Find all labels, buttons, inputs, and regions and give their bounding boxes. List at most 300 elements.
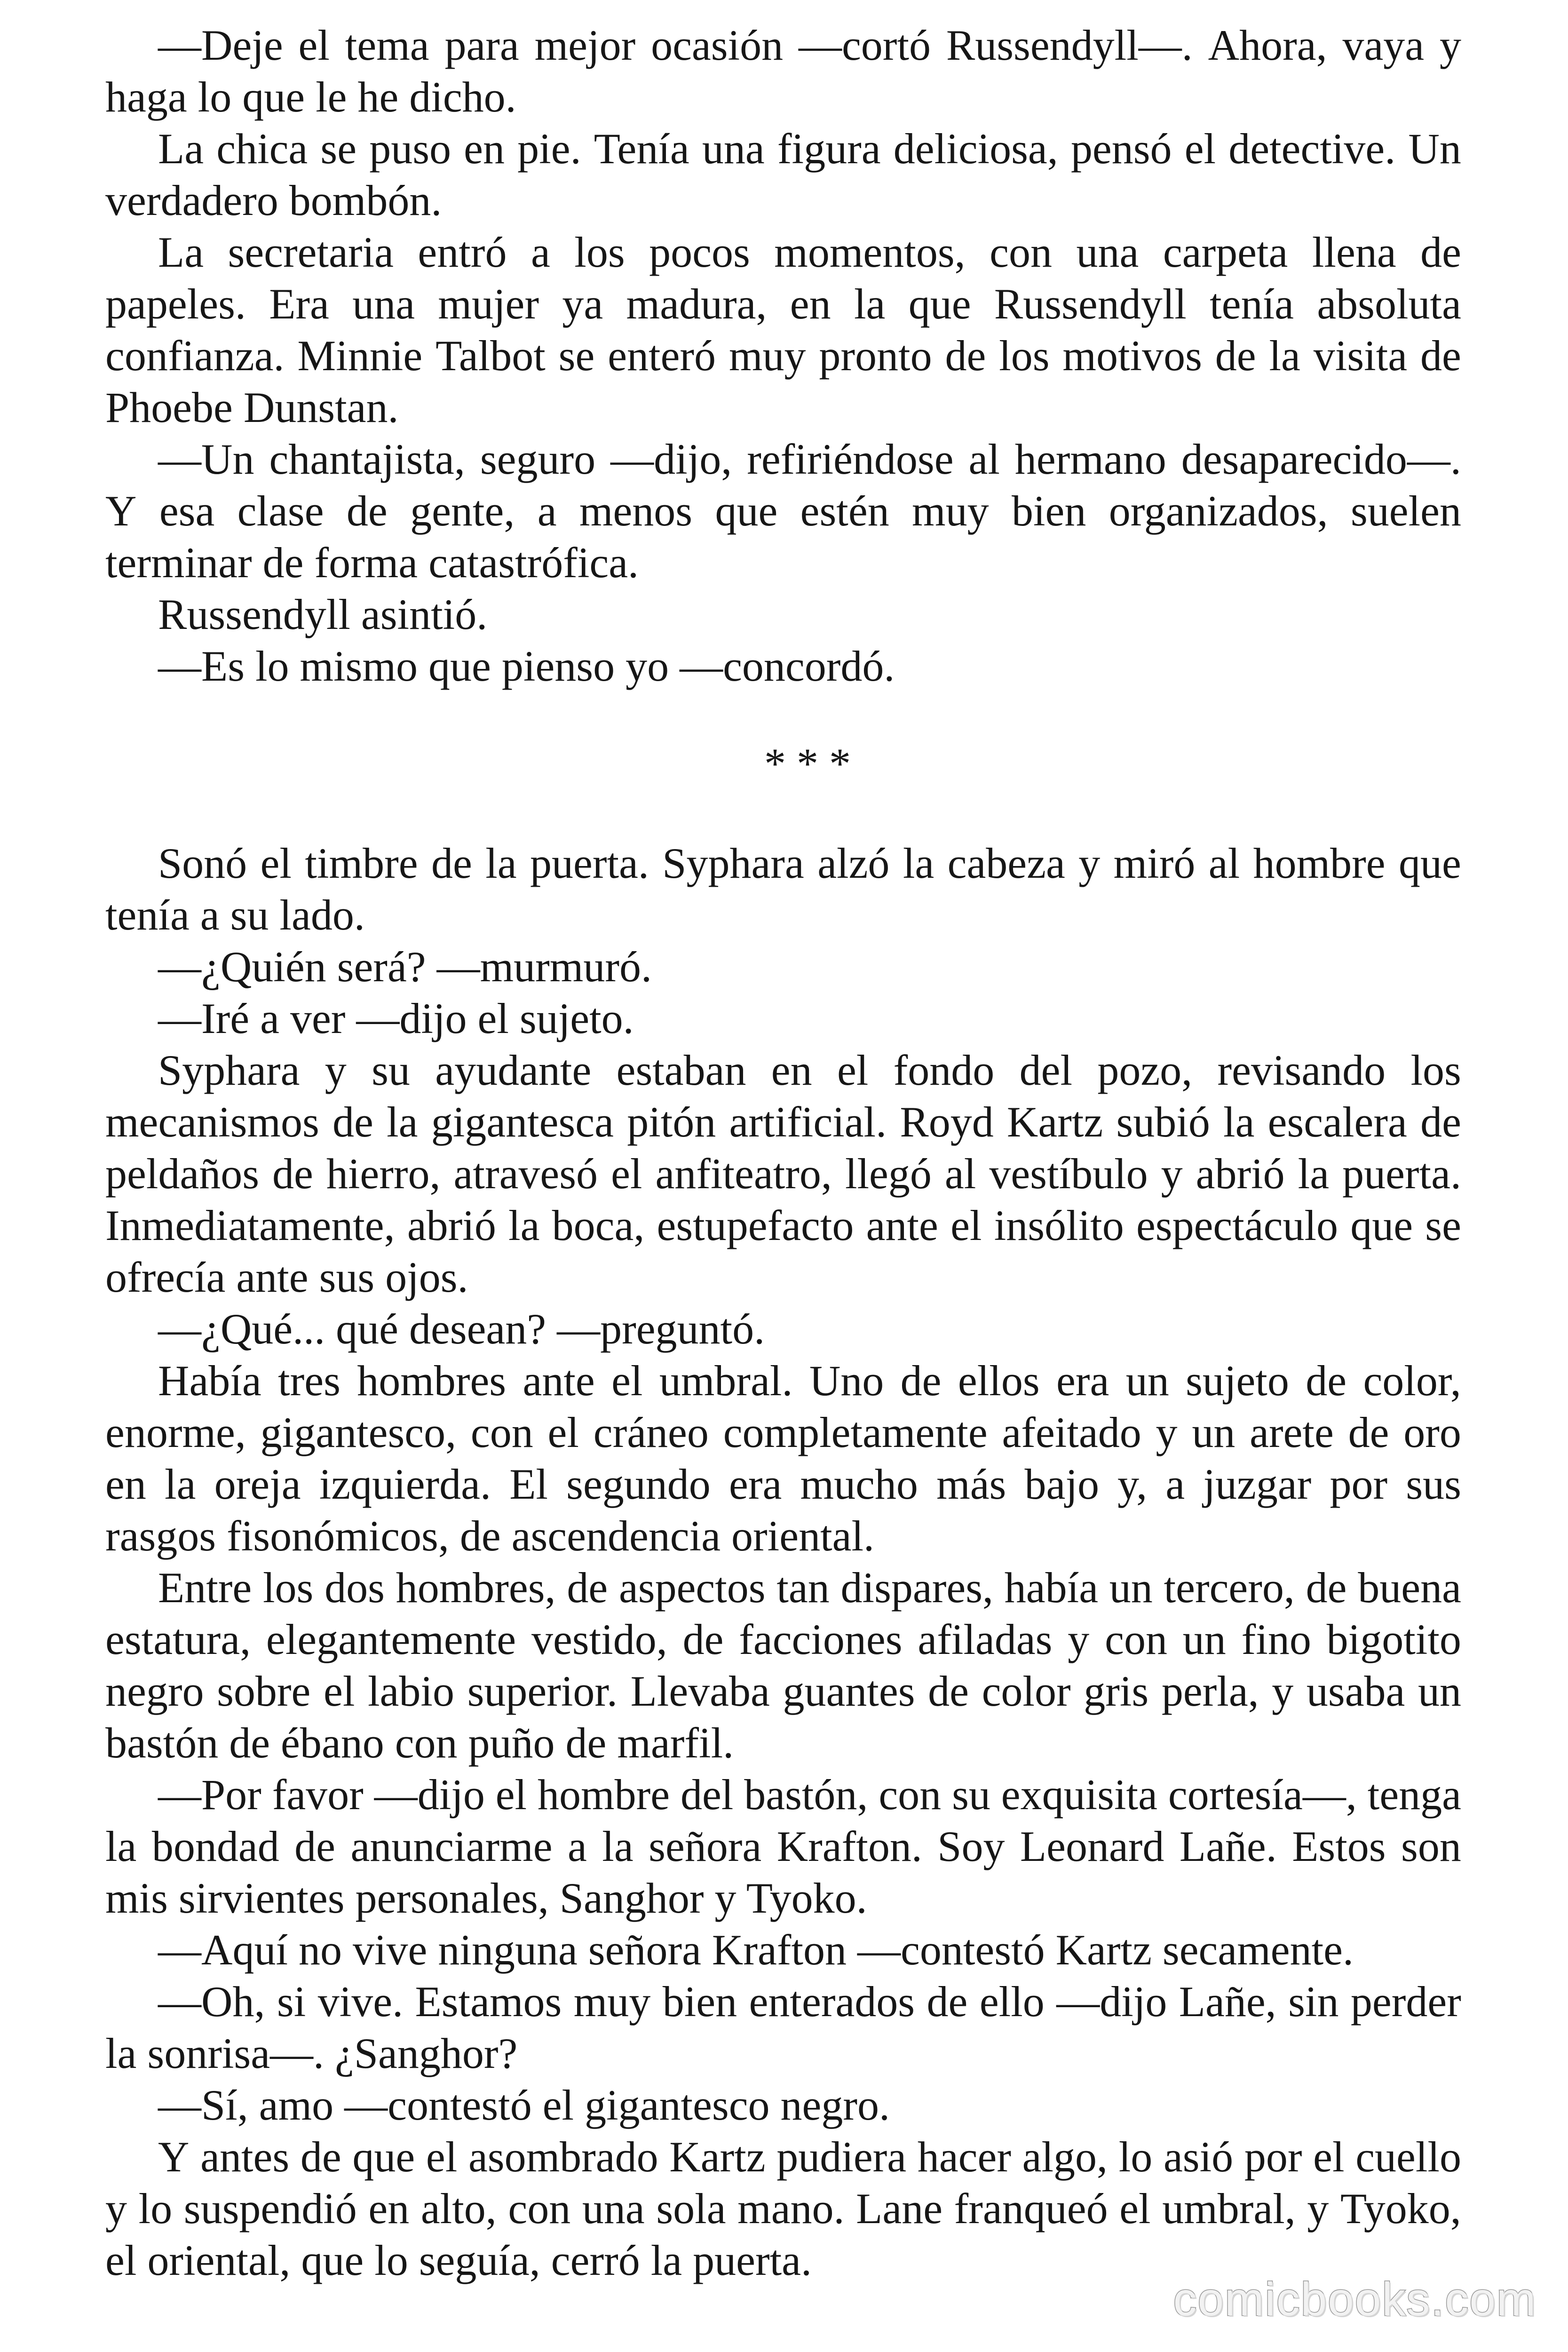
text-line <box>105 1148 1461 1200</box>
word: del <box>680 1771 734 1819</box>
word: fino <box>1241 1615 1311 1663</box>
word: una <box>1076 228 1139 276</box>
word: de <box>1420 1098 1461 1146</box>
text-line <box>105 226 1461 278</box>
watermark: comicbooks.com <box>1173 2273 1536 2326</box>
word: se <box>320 125 357 173</box>
text-line: rasgos fisonómicos, de ascendencia oriental. <box>105 1512 875 1560</box>
word: el <box>323 1667 355 1715</box>
word: facciones <box>739 1615 903 1663</box>
word: un <box>1418 1667 1461 1715</box>
word: vestíbulo <box>989 1150 1148 1198</box>
word: de <box>1420 332 1461 380</box>
word: dos <box>325 1564 385 1612</box>
word: estatura, <box>105 1615 251 1663</box>
text-line <box>105 1976 1461 2027</box>
text-line <box>105 278 1461 330</box>
word: peldaños <box>105 1150 260 1198</box>
word: de <box>294 1822 335 1870</box>
word: Estamos <box>415 1978 562 2026</box>
word: franqueó <box>954 2185 1108 2233</box>
word: y <box>1272 1667 1294 1715</box>
word: el <box>495 1771 527 1819</box>
paragraph <box>105 1769 1461 1924</box>
word: juzgar <box>1203 1460 1312 1508</box>
word: era <box>1056 1357 1109 1405</box>
word: deliciosa, <box>893 125 1058 173</box>
word: la <box>903 839 934 887</box>
text-line: la sonrisa—. ¿Sanghor? <box>105 2029 518 2077</box>
word: los <box>999 332 1050 380</box>
word: que <box>715 487 778 535</box>
text-line: bastón de ébano con puño de marfil. <box>105 1719 734 1767</box>
word: Lañe, <box>1179 1978 1276 2026</box>
word: enorme, <box>105 1408 246 1456</box>
word: muy <box>912 487 989 535</box>
word: Sonó <box>158 839 247 887</box>
word: tema <box>345 21 429 69</box>
word: una <box>352 280 415 328</box>
word: del <box>1019 1046 1073 1094</box>
word: carpeta <box>1163 228 1288 276</box>
word: Inmediatamente, <box>105 1201 395 1249</box>
word: pitón <box>627 1098 716 1146</box>
word: visita <box>1313 332 1408 380</box>
word: puerta. <box>530 839 649 887</box>
word: antes <box>200 2133 290 2181</box>
word: buena <box>1358 1564 1461 1612</box>
word: Russendyll <box>994 280 1187 328</box>
word: asombrado <box>468 2133 658 2181</box>
text-line <box>105 1044 1461 1096</box>
word: arete <box>1250 1408 1334 1456</box>
word: de <box>333 1098 373 1146</box>
word: miró <box>1113 839 1196 887</box>
word: alto, <box>420 2185 497 2233</box>
word: Entre <box>158 1564 252 1612</box>
word: en <box>105 1460 146 1508</box>
word: Tenía <box>594 125 689 173</box>
word: bien <box>1011 487 1086 535</box>
word: umbral. <box>659 1357 793 1405</box>
word: Talbot <box>436 332 546 380</box>
word: anunciarme <box>350 1822 553 1870</box>
word: en <box>368 2185 410 2233</box>
word: el <box>1313 2133 1345 2181</box>
word: era <box>729 1460 782 1508</box>
word: la <box>387 1098 418 1146</box>
word: a <box>537 487 557 535</box>
word: y <box>1161 1150 1183 1198</box>
text-line: —¿Qué... qué desean? —preguntó. <box>158 1305 765 1353</box>
word: artificial. <box>729 1098 887 1146</box>
word: —Un <box>158 435 254 483</box>
word: Krafton. <box>776 1822 922 1870</box>
paragraph <box>105 1044 1461 1303</box>
text-line: tenía a su lado. <box>105 891 365 939</box>
word: Lañe. <box>1179 1822 1277 1870</box>
text-line: terminar de forma catastrófica. <box>105 539 639 587</box>
paragraph <box>105 123 1461 226</box>
word: por <box>1330 1460 1388 1508</box>
word: Llevaba <box>630 1667 770 1715</box>
text-line <box>105 1355 1461 1406</box>
word: clase <box>237 487 324 535</box>
word: gente, <box>410 487 515 535</box>
word: su <box>372 1046 410 1094</box>
word: vive. <box>317 1978 404 2026</box>
word: de <box>272 1150 313 1198</box>
text-line: —Es lo mismo que pienso yo —concordó. <box>158 642 895 690</box>
word: de <box>945 332 986 380</box>
word: un <box>1125 1357 1169 1405</box>
word: chica <box>216 125 308 173</box>
word: refiriéndose <box>747 435 954 483</box>
word: y <box>1068 1615 1090 1663</box>
text-section-2 <box>105 837 1461 2286</box>
word: con <box>990 228 1052 276</box>
word: figura <box>777 125 881 173</box>
word: de <box>927 1978 968 2026</box>
word: mujer <box>438 280 539 328</box>
word: para <box>444 21 519 69</box>
word: que <box>1350 1201 1413 1249</box>
paragraph <box>105 433 1461 588</box>
word: fondo <box>893 1046 995 1094</box>
word: Ahora, <box>1208 21 1327 69</box>
word: mucho <box>800 1460 918 1508</box>
paragraph <box>105 640 1461 692</box>
word: el <box>1184 125 1216 173</box>
word: confianza. <box>105 332 285 380</box>
word: izquierda. <box>319 1460 491 1508</box>
word: tenga <box>1367 1771 1461 1819</box>
word: labio <box>368 1667 454 1715</box>
text-line <box>105 330 1461 381</box>
word: bondad <box>151 1822 279 1870</box>
word: Leonard <box>1020 1822 1164 1870</box>
word: alzó <box>817 839 890 887</box>
text-line <box>105 19 1461 71</box>
text-line <box>105 1200 1461 1251</box>
word: segundo <box>566 1460 711 1508</box>
word: hombres, <box>396 1564 556 1612</box>
word: suspendió <box>183 2185 357 2233</box>
word: Un <box>1408 125 1461 173</box>
word: bajo <box>1024 1460 1099 1508</box>
word: puso <box>369 125 451 173</box>
word: si <box>277 1978 306 2026</box>
word: enterados <box>749 1978 915 2026</box>
word: ello <box>979 1978 1045 2026</box>
word: el <box>1119 2185 1151 2233</box>
text-line <box>105 485 1461 537</box>
word: estupefacto <box>657 1201 854 1249</box>
word: cabeza <box>947 839 1065 887</box>
word: chantajista, <box>269 435 465 483</box>
word: en <box>771 1046 812 1094</box>
word: de <box>1306 1357 1347 1405</box>
word: —dijo <box>374 1771 485 1819</box>
word: umbral, <box>1162 2185 1296 2233</box>
word: La <box>158 228 204 276</box>
word: estaban <box>616 1046 746 1094</box>
word: la <box>1298 1150 1330 1198</box>
word: absoluta <box>1317 280 1461 328</box>
word: El <box>509 1460 548 1508</box>
word: color <box>982 1667 1071 1715</box>
word: y, <box>1117 1460 1148 1508</box>
word: abrió <box>1196 1150 1285 1198</box>
word: en <box>464 125 505 173</box>
word: sobre <box>217 1667 311 1715</box>
word: de <box>346 487 388 535</box>
word: asió <box>1163 2133 1234 2181</box>
word: seguro <box>480 435 596 483</box>
word: los <box>574 228 625 276</box>
word: cuello <box>1355 2133 1461 2181</box>
word: un <box>1182 1615 1226 1663</box>
word: sus <box>1406 1460 1461 1508</box>
word: la <box>1269 332 1300 380</box>
text-line <box>105 1613 1461 1665</box>
word: y <box>1307 2185 1329 2233</box>
word: la <box>508 1201 540 1249</box>
word: a <box>531 228 550 276</box>
word: la <box>485 839 517 887</box>
word: —dijo, <box>610 435 732 483</box>
word: y <box>1078 839 1101 887</box>
word: que <box>1399 839 1461 887</box>
word: Y <box>105 487 137 535</box>
word: el <box>260 839 292 887</box>
word: oreja <box>214 1460 301 1508</box>
word: su <box>952 1771 990 1819</box>
word: el <box>547 1408 579 1456</box>
word: momentos, <box>774 228 966 276</box>
text-line: ofrecía ante sus ojos. <box>105 1253 468 1301</box>
text-line <box>105 433 1461 485</box>
word: que <box>352 2133 415 2181</box>
word: vaya <box>1342 21 1425 69</box>
paragraph <box>105 1924 1461 1976</box>
text-line <box>105 123 1461 175</box>
text-line: el oriental, que lo seguía, cerró la puerta. <box>105 2236 812 2284</box>
word: con <box>470 1408 533 1456</box>
word: —cortó <box>798 21 931 69</box>
word: algo, <box>1022 2133 1108 2181</box>
word: se <box>1425 1201 1461 1249</box>
word: gigantesco, <box>260 1408 457 1456</box>
word: guantes <box>783 1667 915 1715</box>
word: Syphara <box>158 1046 300 1094</box>
word: ya <box>562 280 603 328</box>
word: bien <box>662 1978 737 2026</box>
text-line <box>105 1665 1461 1717</box>
word: ante <box>866 1201 938 1249</box>
word: afeitado <box>1002 1408 1141 1456</box>
word: —Oh, <box>158 1978 265 2026</box>
word: lo <box>1118 2133 1153 2181</box>
word: abrió <box>407 1201 496 1249</box>
word: ayudante <box>435 1046 592 1094</box>
paragraph <box>105 1562 1461 1769</box>
word: señora <box>649 1822 762 1870</box>
word: lo <box>138 2185 173 2233</box>
word: enteró <box>608 332 716 380</box>
word: ante <box>523 1357 595 1405</box>
word: al <box>944 1150 976 1198</box>
word: boca, <box>552 1201 645 1249</box>
word: pronto <box>819 332 932 380</box>
word: de <box>682 1615 724 1663</box>
text-section-1 <box>105 19 1461 692</box>
word: sujeto <box>1186 1357 1289 1405</box>
word: el <box>611 1150 642 1198</box>
word: madura, <box>626 280 767 328</box>
word: cráneo <box>593 1408 709 1456</box>
word: los <box>1410 1046 1461 1094</box>
word: tenía <box>1210 280 1294 328</box>
word: negro <box>105 1667 204 1715</box>
text-line: Russendyll asintió. <box>158 590 488 638</box>
word: y <box>1156 1408 1178 1456</box>
text-line <box>105 1562 1461 1613</box>
word: de <box>300 2133 341 2181</box>
word: gris <box>1084 1667 1149 1715</box>
word: Syphara <box>662 839 804 887</box>
word: hombre <box>538 1771 670 1819</box>
text-line <box>105 1820 1461 1872</box>
word: cortesía—, <box>1168 1771 1357 1819</box>
word: sola <box>656 2185 726 2233</box>
paragraph <box>105 941 1461 993</box>
word: motivos <box>1062 332 1202 380</box>
word: ocasión <box>651 21 784 69</box>
word: tan <box>776 1564 830 1612</box>
word: son <box>1401 1822 1461 1870</box>
word: de <box>431 839 472 887</box>
word: tercero, <box>1164 1564 1295 1612</box>
text-line <box>105 1406 1461 1458</box>
word: Había <box>158 1357 261 1405</box>
word: papeles. <box>105 280 246 328</box>
paragraph <box>105 993 1461 1044</box>
word: los <box>263 1564 314 1612</box>
word: Tyoko, <box>1340 2185 1461 2233</box>
word: hierro, <box>326 1150 441 1198</box>
paragraph <box>105 1355 1461 1562</box>
word: el <box>298 21 330 69</box>
word: estén <box>800 487 889 535</box>
word: de <box>1215 332 1256 380</box>
word: elegantemente <box>266 1615 516 1663</box>
word: de <box>1348 1408 1389 1456</box>
word: suelen <box>1350 487 1461 535</box>
word: llegó <box>845 1150 932 1198</box>
word: de <box>928 1667 969 1715</box>
word: Estos <box>1292 1822 1386 1870</box>
word: perder <box>1350 1978 1461 2026</box>
text-line: —Aquí no vive ninguna señora Krafton —contestó Kartz secamente. <box>158 1926 1354 1974</box>
word: muy <box>573 1978 651 2026</box>
word: puerta. <box>1342 1150 1461 1198</box>
word: mano. <box>737 2185 845 2233</box>
paragraph <box>105 1976 1461 2079</box>
word: de <box>567 1564 608 1612</box>
text-line: —Iré a ver —dijo el sujeto. <box>158 994 634 1042</box>
word: pocos <box>649 228 750 276</box>
word: mecanismos <box>105 1098 319 1146</box>
text-line <box>105 1769 1461 1820</box>
word: La <box>158 125 204 173</box>
word: Uno <box>809 1357 884 1405</box>
word: desaparecido—. <box>1181 435 1461 483</box>
word: detective. <box>1228 125 1396 173</box>
word: muy <box>729 332 806 380</box>
word: pie. <box>517 125 581 173</box>
word: aspectos <box>618 1564 766 1612</box>
word: afiladas <box>918 1615 1053 1663</box>
text-line: haga lo que le he dicho. <box>105 73 516 121</box>
paragraph <box>105 837 1461 941</box>
word: bigotito <box>1326 1615 1461 1663</box>
word: atravesó <box>453 1150 598 1198</box>
word: al <box>1208 839 1240 887</box>
word: hermano <box>1014 435 1166 483</box>
word: se <box>558 332 595 380</box>
word: oro <box>1403 1408 1461 1456</box>
word: a <box>568 1822 587 1870</box>
word: usaba <box>1306 1667 1405 1715</box>
word: anfiteatro, <box>655 1150 832 1198</box>
word: Y <box>158 2133 190 2181</box>
word: entró <box>418 228 507 276</box>
word: perla, <box>1161 1667 1259 1715</box>
word: bastón, <box>744 1771 868 1819</box>
text-line <box>105 837 1461 889</box>
word: menos <box>579 487 693 535</box>
word: vestido, <box>531 1615 667 1663</box>
word: había <box>1004 1564 1099 1612</box>
paragraph <box>105 2131 1461 2286</box>
word: pozo, <box>1097 1046 1193 1094</box>
section-separator: * * * <box>764 739 851 787</box>
text-line: —¿Quién será? —murmuró. <box>158 943 652 991</box>
word: favor <box>272 1771 364 1819</box>
word: insólito <box>994 1201 1124 1249</box>
word: Soy <box>937 1822 1005 1870</box>
word: Kartz <box>1006 1098 1103 1146</box>
word: la <box>854 280 886 328</box>
text-line <box>105 1458 1461 1510</box>
word: Royd <box>900 1098 994 1146</box>
word: y <box>1439 21 1461 69</box>
word: llena <box>1312 228 1396 276</box>
word: hacer <box>917 2133 1011 2181</box>
word: —dijo <box>1056 1978 1167 2026</box>
text-line: verdadero bombón. <box>105 176 442 224</box>
paragraph <box>105 588 1461 640</box>
word: la <box>1223 1098 1255 1146</box>
word: superior. <box>467 1667 618 1715</box>
word: organizados, <box>1109 487 1328 535</box>
paragraph <box>105 226 1461 433</box>
word: el <box>837 1046 869 1094</box>
word: de <box>1420 228 1461 276</box>
word: Minnie <box>297 332 423 380</box>
text-line <box>105 1096 1461 1148</box>
